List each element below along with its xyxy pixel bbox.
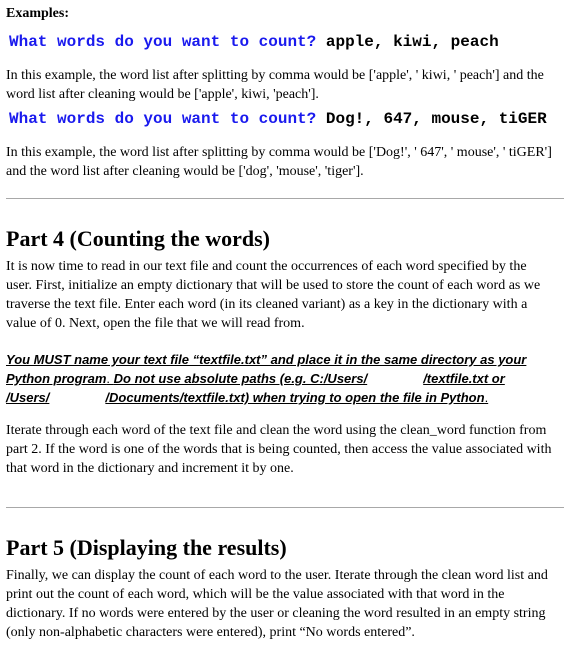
example2-console-line — [9, 110, 547, 128]
warning-text: /Documents/textfile.txt) when trying to open the file in Python — [105, 390, 485, 405]
warning-line — [6, 388, 564, 407]
example1-explanation-line: In this example, the word list after splitting by comma would be ['apple', ' kiwi, ' peach'] and the — [6, 68, 544, 83]
part4-intro-line: value of 0. Next, open the file that we will read from. — [6, 316, 305, 331]
part5-line: print out the count of each word, which will be the value associated with that word in the — [6, 587, 505, 602]
example2-explanation — [6, 143, 564, 181]
part4-iterate-line: that word in the dictionary and increment it by one. — [6, 461, 294, 476]
part5-line: dictionary. If no words were entered by the user or cleaning the word resulted in an empty string — [6, 606, 546, 621]
part4-filename-warning — [6, 350, 564, 407]
example2-input: Dog!, 647, mouse, tiGER — [325, 110, 547, 128]
example1-explanation-line: word list after cleaning would be ['apple', kiwi, 'peach']. — [6, 87, 319, 102]
example2-prompt: What words do you want to count? — [9, 110, 317, 128]
part4-iterate-line: part 2. If the word is one of the words that is being counted, then access the value associated with — [6, 442, 552, 457]
warning-text: Do not use absolute paths (e.g. C:/Users/ — [113, 371, 368, 386]
warning-punctuation: . — [106, 371, 114, 386]
warning-punctuation: . — [484, 390, 489, 405]
example1-explanation — [6, 66, 564, 104]
section-divider — [6, 198, 564, 199]
part5-heading: Part 5 (Displaying the results) — [6, 535, 287, 560]
warning-line: You MUST name your text file “textfile.txt” and place it in the same directory as your — [6, 352, 527, 367]
part5-body — [6, 566, 564, 642]
part5-line: Finally, we can display the count of each word to the user. Iterate through the clean word list and — [6, 568, 548, 583]
example1-prompt: What words do you want to count? — [9, 33, 317, 51]
warning-text: Python program — [6, 371, 107, 386]
example1-input: apple, kiwi, peach — [325, 33, 499, 51]
part4-iterate-line: Iterate through each word of the text file and clean the word using the clean_word function from — [6, 423, 547, 438]
warning-text: /Users/ — [6, 390, 50, 405]
part4-intro-line: It is now time to read in our text file and count the occurrences of each word specified by the — [6, 259, 527, 274]
part4-iterate — [6, 421, 564, 478]
warning-text: /textfile.txt or — [423, 371, 505, 386]
part5-line: (only non-alphabetic characters were entered), print “No words entered”. — [6, 625, 415, 640]
part4-heading: Part 4 (Counting the words) — [6, 226, 270, 251]
part4-intro-line: user. First, initialize an empty dictionary that will be used to store the count of each word as we — [6, 278, 541, 293]
example2-explanation-line: In this example, the word list after splitting by comma would be ['Dog!', ' 647', ' mouse', ' tiGER'] — [6, 145, 552, 160]
part4-intro — [6, 257, 564, 333]
part4-intro-line: traverse the text file. Enter each word (in its cleaned variant) as a key in the dictionary with a — [6, 297, 528, 312]
example2-explanation-line: and the word list after cleaning would be ['dog', 'mouse', 'tiger']. — [6, 164, 364, 179]
examples-heading: Examples: — [6, 6, 69, 21]
section-divider — [6, 507, 564, 508]
example1-console-line — [9, 33, 499, 51]
warning-line — [6, 369, 564, 388]
